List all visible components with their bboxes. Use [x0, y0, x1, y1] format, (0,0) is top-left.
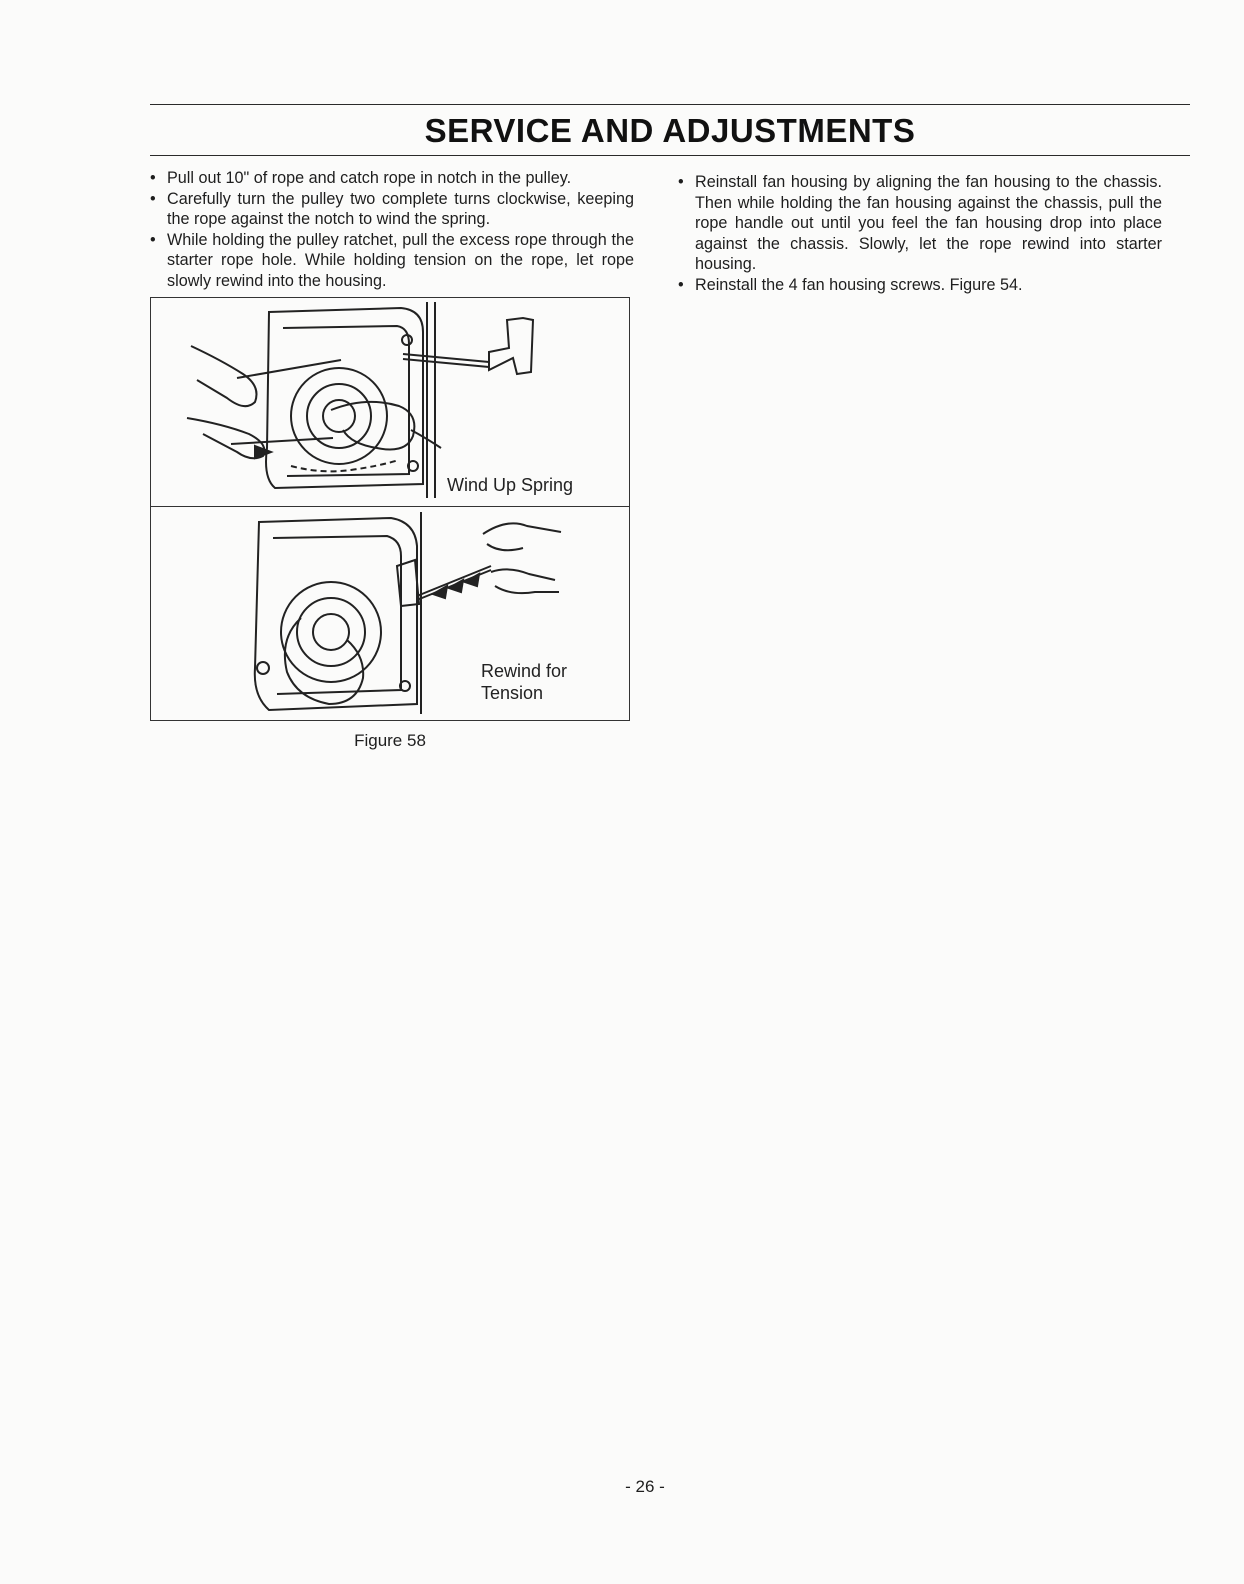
- title-underline: [150, 155, 1190, 156]
- rewind-tension-label-line1: Rewind for: [481, 661, 568, 681]
- bullet-turn-pulley: • Carefully turn the pulley two complete turns clockwise, keeping the rope against the notch to wind the spring.: [150, 189, 634, 230]
- right-column: [678, 172, 1162, 296]
- figure-caption: Figure 58: [354, 731, 426, 750]
- figure-panel-divider: [151, 506, 629, 507]
- top-rule: [150, 104, 1190, 105]
- rewind-tension-panel: [151, 508, 629, 720]
- wind-up-spring-panel: [151, 298, 629, 506]
- bullet-reinstall-housing: • Reinstall fan housing by aligning the fan housing to the chassis. Then while holding the fan housing against the chassis, pull the rope handle out until you feel the fan housing drop into place against the chassis. Slowly, let the rope rewind into starter housing.: [678, 172, 1162, 275]
- figure-58: [150, 297, 630, 721]
- bullet-pull-rope: • Pull out 10" of rope and catch rope in notch in the pulley.: [150, 168, 634, 189]
- right-bullet-list: [678, 172, 1162, 296]
- bullet-hold-ratchet: • While holding the pulley ratchet, pull the excess rope through the starter rope hole. While holding tension on the rope, let rope slowly rewind into the housing.: [150, 230, 634, 292]
- page-title: SERVICE AND ADJUSTMENTS: [424, 112, 916, 149]
- page-number: - 26 -: [625, 1477, 665, 1496]
- bullet-reinstall-screws: • Reinstall the 4 fan housing screws. Figure 54.: [678, 275, 1162, 296]
- wind-up-spring-label: Wind Up Spring: [447, 475, 574, 495]
- left-bullet-list: [150, 168, 634, 292]
- rewind-for-tension-illustration: [151, 508, 628, 720]
- rewind-tension-label-line2: Tension: [481, 683, 544, 703]
- left-column: [150, 168, 634, 292]
